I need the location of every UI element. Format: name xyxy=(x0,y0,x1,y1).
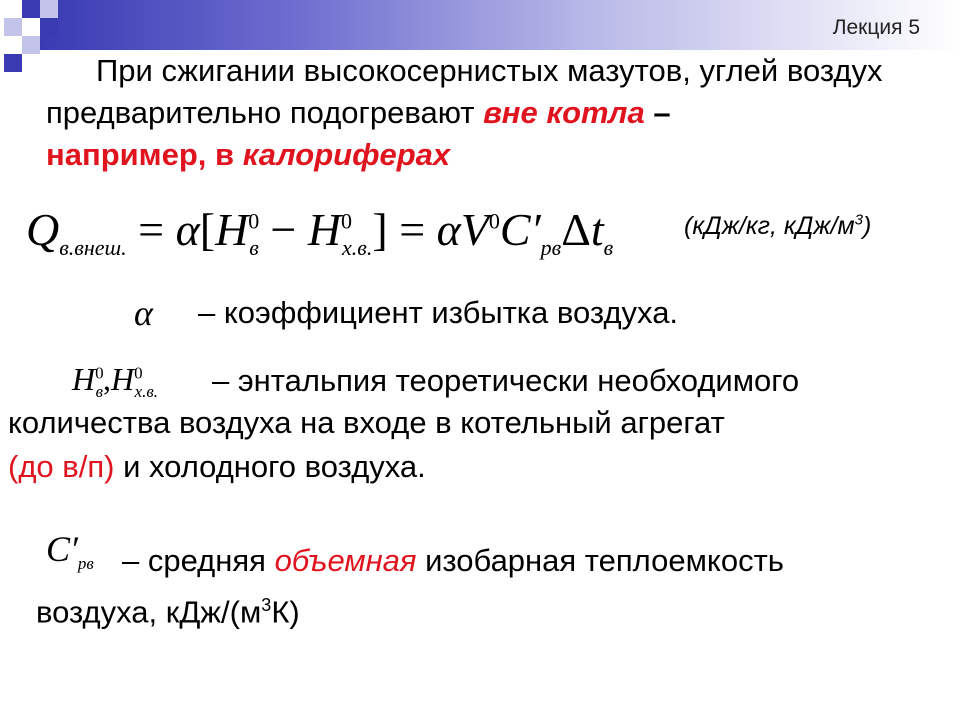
decor-square xyxy=(4,54,22,72)
volumetric-highlight: объемная xyxy=(274,543,417,578)
alpha-symbol: α xyxy=(134,293,153,333)
main-formula: $Q_{в.внеш.} = \alpha[H^0_в - H^0_{х.в.}] = \alpha V^0C'_{рв}\Delta t_в$ xyxy=(26,204,614,261)
heat-capacity-definition-line1: – средняя объемная изобарная теплоемкость xyxy=(122,543,784,578)
units-label: (кДж/кг, кДж/$м^3$) xyxy=(684,211,872,240)
decor-square xyxy=(22,0,40,18)
alpha-definition: – коэффициент избытка воздуха. xyxy=(198,295,679,330)
enthalpy-definition-line2: количества воздуха на входе в котельный агрегат xyxy=(8,405,725,440)
air-heater-note: (до в/п) xyxy=(8,449,115,484)
decor-square xyxy=(40,18,58,36)
intro-highlight-example: например, в xyxy=(46,137,243,172)
intro-text: При сжигании высокосернистых мазутов, углей воздух предварительно подогревают xyxy=(46,53,883,130)
intro-paragraph xyxy=(46,50,926,176)
heat-capacity-symbol: $C'_{рв}$ xyxy=(46,529,94,574)
header-gradient-bar xyxy=(40,0,960,50)
decor-square xyxy=(22,36,40,54)
decor-square xyxy=(4,18,22,36)
intro-highlight-outside-boiler: вне котла xyxy=(483,95,645,130)
intro-highlight-heaters: калориферах xyxy=(242,137,451,172)
enthalpy-definition-line3: (до в/п) и холодного воздуха. xyxy=(8,449,426,484)
lecture-label: Лекция 5 xyxy=(832,16,920,39)
enthalpy-symbols: $H^0_в,H^0_{х.в.}$ xyxy=(72,361,159,402)
enthalpy-definition-line1: – энтальпия теоретически необходимого xyxy=(212,363,800,398)
intro-dash: – xyxy=(644,95,671,130)
heat-capacity-definition-line2: воздуха, кДж/$(м^3К)$ xyxy=(36,594,300,630)
decor-square xyxy=(40,0,58,18)
